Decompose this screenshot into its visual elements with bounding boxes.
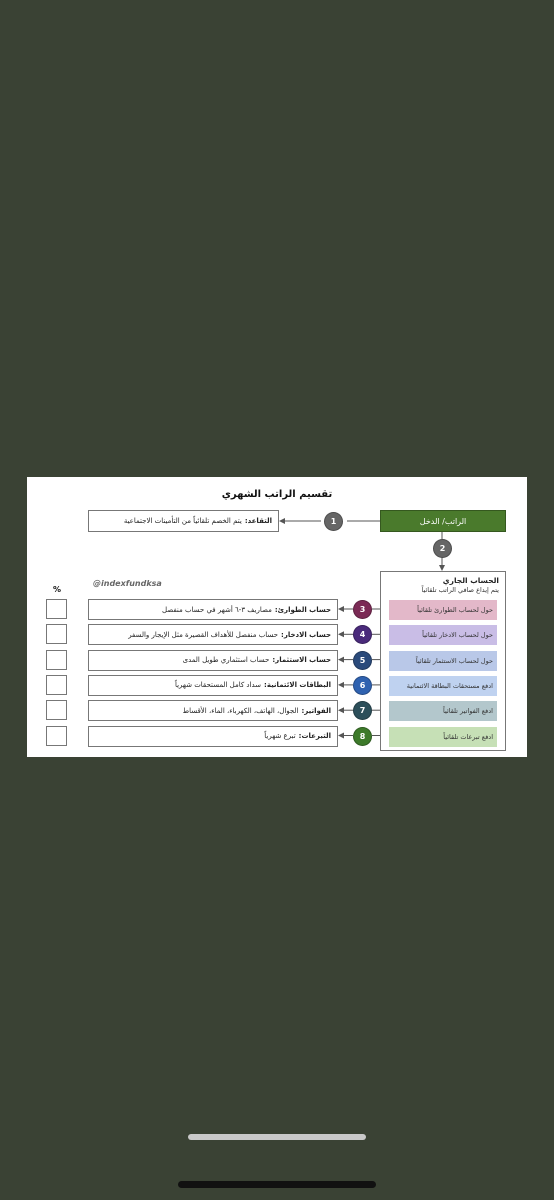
bottom-bar xyxy=(178,1181,376,1188)
arrowhead-5 xyxy=(338,657,344,663)
arrowhead-7 xyxy=(338,707,344,713)
description-box-4 xyxy=(88,624,338,645)
step-8-circle: 8 xyxy=(353,727,372,746)
retirement-box xyxy=(88,510,279,532)
description-text: تبرع شهرياً xyxy=(264,732,296,740)
description-box-7 xyxy=(88,700,338,721)
description-box-8 xyxy=(88,726,338,747)
percent-input-5 xyxy=(46,650,67,670)
current-account-box xyxy=(380,571,506,751)
action-box-6: ادفع مستحقات البطاقة الائتمانية xyxy=(389,676,497,696)
description-box-3 xyxy=(88,599,338,620)
arrowhead-6 xyxy=(338,682,344,688)
description-text: مصاريف ٣-٦ أشهر في حساب منفصل xyxy=(161,605,272,614)
description-label: حساب الطوارئ: xyxy=(274,605,331,614)
description-label: حساب الادخار: xyxy=(281,630,331,639)
action-box-4: حول لحساب الادخار تلقائياً xyxy=(389,625,497,645)
percent-header: % xyxy=(53,585,62,594)
arrowhead-4 xyxy=(338,631,344,637)
arrowhead-8 xyxy=(338,733,344,739)
percent-input-4 xyxy=(46,624,67,644)
percent-input-6 xyxy=(46,675,67,695)
diagram-title: تقسيم الراتب الشهري xyxy=(221,489,333,500)
description-text: حساب منفصل للأهداف القصيرة مثل الإيجار والسفر xyxy=(128,630,279,639)
salary-box: الراتب/ الدخل xyxy=(380,510,506,532)
description-label: حساب الاستثمار: xyxy=(272,656,331,665)
description-box-6 xyxy=(88,675,338,696)
action-box-8: ادفع تبرعات تلقائياً xyxy=(389,727,497,747)
step-5-circle: 5 xyxy=(353,651,372,670)
action-box-5: حول لحساب الاستثمار تلقائياً xyxy=(389,651,497,671)
arrowhead-3 xyxy=(338,606,344,612)
step-3-circle: 3 xyxy=(353,600,372,619)
description-label: البطاقات الائتمانية: xyxy=(264,681,331,690)
action-box-7: ادفع الفواتير تلقائياً xyxy=(389,701,497,721)
step-6-circle: 6 xyxy=(353,676,372,695)
percent-input-8 xyxy=(46,726,67,746)
watermark: @indexfundksa xyxy=(93,579,162,588)
step-4-circle: 4 xyxy=(353,625,372,644)
retirement-label: التقاعد: xyxy=(244,517,272,525)
salary-diagram xyxy=(27,477,527,757)
retirement-text: يتم الخصم تلقائياً من التأمينات الاجتماعية xyxy=(123,517,242,525)
current-account-title: الحساب الجاري xyxy=(442,576,499,585)
description-label: التبرعات: xyxy=(298,732,331,740)
description-label: الفواتير: xyxy=(301,706,331,715)
home-indicator[interactable] xyxy=(188,1134,366,1140)
step-1-circle: 1 xyxy=(324,512,343,531)
step-2-circle: 2 xyxy=(433,539,452,558)
action-box-3: حول لحساب الطوارئ تلقائياً xyxy=(389,600,497,620)
percent-input-3 xyxy=(46,599,67,619)
description-text: سداد كامل المستحقات شهرياً xyxy=(174,681,262,690)
description-text: حساب استثماري طويل المدى xyxy=(182,656,270,665)
description-text: الجوال، الهاتف، الكهرباء، الماء، الأقساط xyxy=(182,706,299,715)
step-7-circle: 7 xyxy=(353,701,372,720)
percent-input-7 xyxy=(46,700,67,720)
description-box-5 xyxy=(88,650,338,671)
current-account-subtitle: يتم إيداع صافي الراتب تلقائياً xyxy=(421,586,499,594)
